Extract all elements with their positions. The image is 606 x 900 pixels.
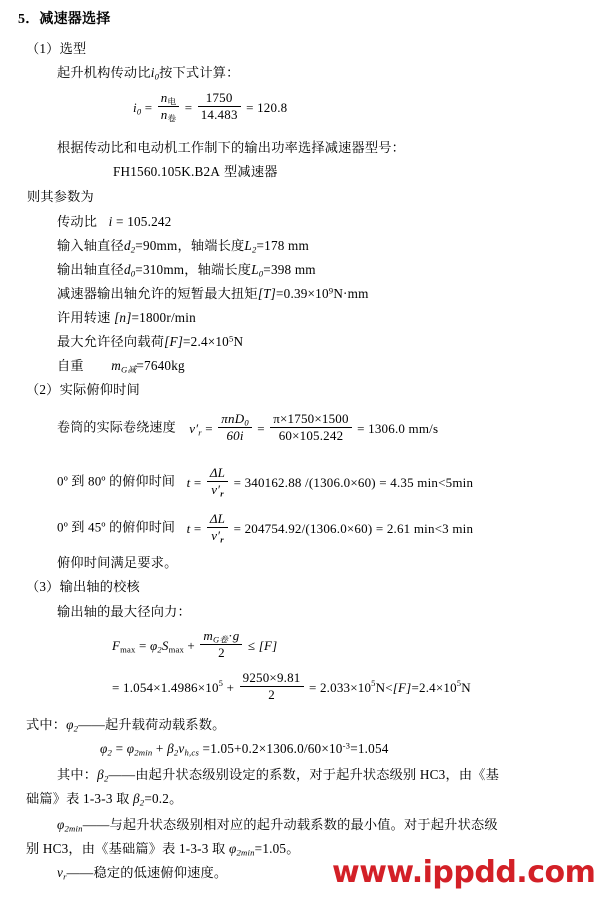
fmax2-result-unit: N< [375, 680, 393, 696]
pitch-time-conclusion: 俯仰时间满足要求。 [57, 555, 178, 570]
fraction-denominator: $v'_r$ [211, 481, 224, 499]
param-symbol: i [108, 214, 113, 229]
pitch-80-eq-1: = [193, 475, 202, 491]
page-title [18, 13, 110, 27]
formula-eq-1: = [144, 100, 153, 116]
param-eq: = [116, 214, 124, 229]
subsection-3-title: 输出轴的校核 [59, 579, 140, 594]
phi2-plus: + [155, 741, 164, 756]
param-transmission-ratio [57, 215, 171, 228]
phi2-eq-2: = [202, 741, 211, 756]
phi2-result: 1.054 [357, 741, 389, 756]
fmax2-limit: 2.4×10 [419, 680, 457, 696]
param-eq: = [276, 286, 284, 301]
beta2-description: 由起升状态级别设定的系数，对于起升状态级别 HC3，由《基 [135, 767, 499, 782]
fmax-phi: $\varphi_2$ [149, 638, 162, 655]
pitch-80-eq-2: = [233, 475, 242, 491]
param-eq: = [135, 262, 143, 277]
subsection-1-title: 选型 [59, 41, 87, 56]
max-force-formula-line1 [112, 630, 277, 661]
ratio-intro-symbol: $i_0$ [150, 65, 160, 82]
fraction-denominator: $v'_r$ [211, 527, 224, 545]
fmax2-term1: 1.054×1.4986×10 [123, 680, 219, 696]
param-symbol: $m_{G减}$ [111, 358, 137, 375]
fmax-plus: + [187, 638, 195, 654]
subsection-2-heading [26, 383, 140, 396]
pitch-80-expression: 340162.88 /(1306.0×60) [244, 475, 376, 491]
section-number: 5． [18, 12, 40, 27]
param-label: 许用转速 [57, 310, 111, 325]
pitch-80-lhs: t [186, 475, 191, 491]
pitch-80-result: 4.35 min<5min [390, 475, 474, 491]
param-label: 减速器输出轴允许的短暂最大扭矩 [57, 286, 258, 301]
fmax-le: ≤ [247, 638, 256, 654]
pitch-80-range: 0º 到 80º 的俯仰时间 [57, 473, 176, 489]
ratio-intro-line [57, 65, 240, 82]
phi2min-symbol: $\varphi_{2min}$ [57, 817, 83, 834]
pitch-80-eq-3: = [379, 475, 387, 491]
formula-eq-3: = [246, 100, 254, 116]
param-label-2: 轴端长度 [197, 262, 252, 277]
phi2min-line2-end: 。 [286, 841, 300, 856]
formula-fraction-symbolic [158, 91, 179, 122]
param-eq-2: = [263, 262, 271, 277]
param-value: 105.242 [127, 214, 172, 229]
param-exponent: 9 [328, 285, 334, 296]
pitch-45-expression: 204754.92/(1306.0×60) [244, 521, 373, 537]
param-label-2: 轴端长度 [190, 238, 245, 253]
param-value-2: 178 mm [264, 238, 309, 253]
reducer-model-suffix: 型减速器 [224, 164, 278, 179]
fraction-denominator-value: 14.483 [200, 106, 238, 122]
pitch-time-45-formula [57, 513, 473, 544]
beta2-line2-end: 。 [169, 791, 183, 806]
pitch-45-eq-3: = [375, 521, 384, 537]
phi2-calculation [100, 740, 389, 758]
param-mantissa: 2.4×10 [190, 334, 229, 349]
param-max-torque [57, 287, 369, 300]
param-symbol: $d_2$ [123, 238, 136, 255]
param-symbol: [T] [257, 286, 277, 301]
param-label: 传动比 [57, 214, 98, 229]
beta2-note-line1 [57, 767, 499, 784]
subsection-1-marker: （1） [26, 41, 60, 56]
fmax-s: $S_{max}$ [161, 638, 184, 655]
vr-description: 稳定的低速俯仰速度。 [93, 865, 228, 880]
param-eq: = [135, 238, 143, 253]
param-mantissa: 0.39×10 [283, 286, 329, 301]
param-symbol-2: $L_0$ [251, 262, 264, 279]
fmax2-fraction [240, 671, 304, 702]
model-selection-line: 根据传动比和电动机工作制下的输出功率选择减速器型号： [57, 140, 406, 155]
fraction-numerator-value: π×1750×1500 [270, 412, 351, 428]
param-value: 90mm [142, 238, 178, 253]
param-self-weight [57, 358, 185, 375]
drum-speed-fraction-symbolic [218, 412, 252, 443]
pitch-80-fraction [207, 466, 228, 497]
fraction-denominator: $n_卷$ [160, 106, 177, 124]
fmax2-eq-2: = [308, 680, 317, 696]
formula-eq-2: = [184, 100, 193, 116]
fmax2-result-exp: 5 [371, 678, 376, 689]
drum-speed-lhs: $v'_r$ [189, 421, 202, 438]
beta2-symbol: $\beta_2$ [97, 767, 109, 784]
pitch-45-eq-2: = [233, 521, 242, 537]
subsection-2-title: 实际俯仰时间 [59, 382, 140, 397]
beta2-dash: —— [108, 767, 136, 782]
param-value: 7640kg [144, 358, 185, 373]
beta2-note-line2 [26, 791, 183, 808]
param-eq: = [131, 310, 140, 325]
param-label: 输出轴直径 [57, 262, 124, 277]
params-label: 则其参数为 [27, 189, 94, 204]
reducer-model-line [113, 165, 278, 178]
fmax-eq: = [138, 638, 147, 654]
beta2-line2-eq: = [144, 791, 152, 806]
pitch-45-lhs: t [186, 521, 191, 537]
fraction-denominator: 2 [218, 644, 225, 660]
param-eq: = [136, 358, 145, 373]
pitch-time-80-formula [57, 467, 473, 498]
drum-speed-eq-1: = [205, 421, 213, 437]
param-input-shaft [57, 238, 309, 255]
fmax2-term1-exp: 5 [218, 678, 224, 689]
beta2-line2-value: 0.2 [151, 791, 170, 806]
param-output-shaft [57, 262, 316, 279]
phi2min-line2-symbol: $\varphi_{2min}$ [228, 841, 255, 858]
param-symbol: [n] [114, 310, 132, 325]
fmax-fraction [200, 629, 242, 660]
ratio-intro-pre: 起升机构传动比 [57, 65, 151, 80]
param-eq-2: = [256, 238, 265, 253]
phi2min-line2-value: 1.05 [262, 841, 287, 856]
param-value: 1800r/min [139, 310, 196, 325]
fraction-numerator: πnD$_0$ [218, 412, 252, 428]
subsection-3-heading [26, 580, 140, 593]
phi2min-description: 与起升状态级别相对应的起升动载系数的最小值。对于起升状态级 [109, 817, 498, 832]
phi2-expression: 1.05+0.2×1306.0/60×10 [210, 741, 343, 756]
param-max-radial-load [57, 335, 243, 348]
vr-dash: —— [66, 865, 94, 880]
phi2-term3: $v_{h,cs}$ [178, 741, 200, 758]
phi2min-note-line1 [57, 817, 498, 834]
subsection-3-marker: （3） [26, 579, 60, 594]
phi2min-note-line2 [26, 841, 300, 858]
param-value: 310mm [142, 262, 185, 277]
param-value-2: 398 mm [270, 262, 316, 277]
fraction-numerator: ΔL [207, 466, 228, 482]
fraction-numerator: $m_{G卷}\cdot g$ [200, 629, 242, 645]
formula-result: 120.8 [257, 100, 288, 116]
param-label: 自重 [57, 358, 84, 373]
pitch-45-eq-1: = [193, 521, 202, 537]
phi2-exponent: -3 [342, 740, 351, 751]
fraction-numerator: $n_电$ [158, 91, 179, 107]
fmax2-limit-exp: 5 [456, 678, 462, 689]
beta2-prefix: 其中： [57, 767, 98, 782]
gear-ratio-formula [133, 92, 287, 123]
fmax2-plus: + [226, 680, 235, 696]
beta2-line2-symbol: $\beta_2$ [133, 791, 145, 808]
fmax2-eq-3: = [411, 680, 419, 696]
drum-speed-label: 卷筒的实际卷绕速度 [57, 419, 176, 435]
phi2-term2: $\beta_2$ [167, 741, 179, 758]
drum-winding-speed-formula [57, 413, 438, 444]
pitch-45-fraction [207, 512, 228, 543]
param-symbol: [F] [164, 334, 184, 349]
reducer-model-code: FH1560.105K.B2A [113, 164, 221, 179]
param-separator: ， [177, 238, 191, 253]
param-unit: N [233, 334, 244, 349]
param-allowed-speed [57, 311, 196, 324]
fraction-denominator-value: 60×105.242 [278, 427, 344, 443]
beta2-line2-pre: 础篇》表 1-3-3 取 [26, 791, 130, 806]
drum-speed-eq-2: = [257, 421, 265, 437]
where-description: 起升载荷动载系数。 [105, 717, 226, 732]
fmax2-result: 2.033×10 [319, 680, 372, 696]
param-unit: N·mm [333, 286, 369, 301]
max-radial-force-label: 输出轴的最大径向力： [57, 604, 191, 619]
phi2-term1: $\varphi_{2min}$ [126, 741, 153, 758]
vr-note-line [57, 865, 228, 882]
param-label: 输入轴直径 [57, 238, 124, 253]
pitch-45-result: 2.61 min<3 min [386, 521, 474, 537]
where-label: 式中： [26, 717, 67, 732]
fraction-numerator: ΔL [207, 512, 228, 528]
drum-speed-result: 1306.0 mm/s [368, 421, 439, 437]
max-force-formula-line2 [112, 672, 471, 703]
param-symbol-2: $L_2$ [244, 238, 257, 255]
fraction-numerator-value: 1750 [198, 91, 241, 107]
param-separator: ， [184, 262, 198, 277]
where-symbol: $\varphi_2$ [66, 717, 79, 734]
param-exponent: 5 [228, 333, 234, 344]
fmax-bracket: [F] [258, 638, 278, 654]
where-dash: —— [78, 717, 106, 732]
fmax2-bracket: [F] [392, 680, 412, 696]
fraction-denominator: 60i [226, 427, 244, 443]
subsection-2-marker: （2） [26, 382, 60, 397]
where-clause-line [26, 717, 226, 734]
fraction-denominator: 2 [268, 686, 275, 702]
section-title: 减速器选择 [39, 12, 111, 27]
param-eq: = [183, 334, 191, 349]
subsection-1-heading [26, 42, 86, 55]
phi2min-dash: —— [82, 817, 110, 832]
fmax2-eq: = [112, 680, 120, 696]
phi2-lhs: $\varphi_2$ [100, 741, 113, 758]
ratio-intro-post: 按下式计算： [159, 65, 240, 80]
pitch-45-range: 0º 到 45º 的俯仰时间 [57, 519, 176, 535]
phi2min-line2-eq: = [254, 841, 263, 856]
drum-speed-eq-3: = [357, 421, 365, 437]
site-watermark: www.ippdd.com [332, 855, 596, 890]
formula-lhs: $i_0$ [133, 100, 142, 117]
vr-symbol: $v_r$ [57, 865, 67, 882]
param-label: 最大允许径向载荷 [57, 334, 165, 349]
fmax2-limit-unit: N [461, 680, 471, 696]
phi2-eq-3: = [350, 741, 358, 756]
phi2min-line2-pre: 别 HC3，由《基础篇》表 1-3-3 取 [26, 841, 226, 856]
drum-speed-fraction-numeric [270, 412, 351, 443]
formula-fraction-numeric [198, 91, 241, 122]
fraction-numerator: 9250×9.81 [240, 671, 304, 687]
param-symbol: $d_0$ [123, 262, 136, 279]
phi2-eq-1: = [115, 741, 124, 756]
fmax-lhs: $F_{max}$ [112, 638, 136, 655]
